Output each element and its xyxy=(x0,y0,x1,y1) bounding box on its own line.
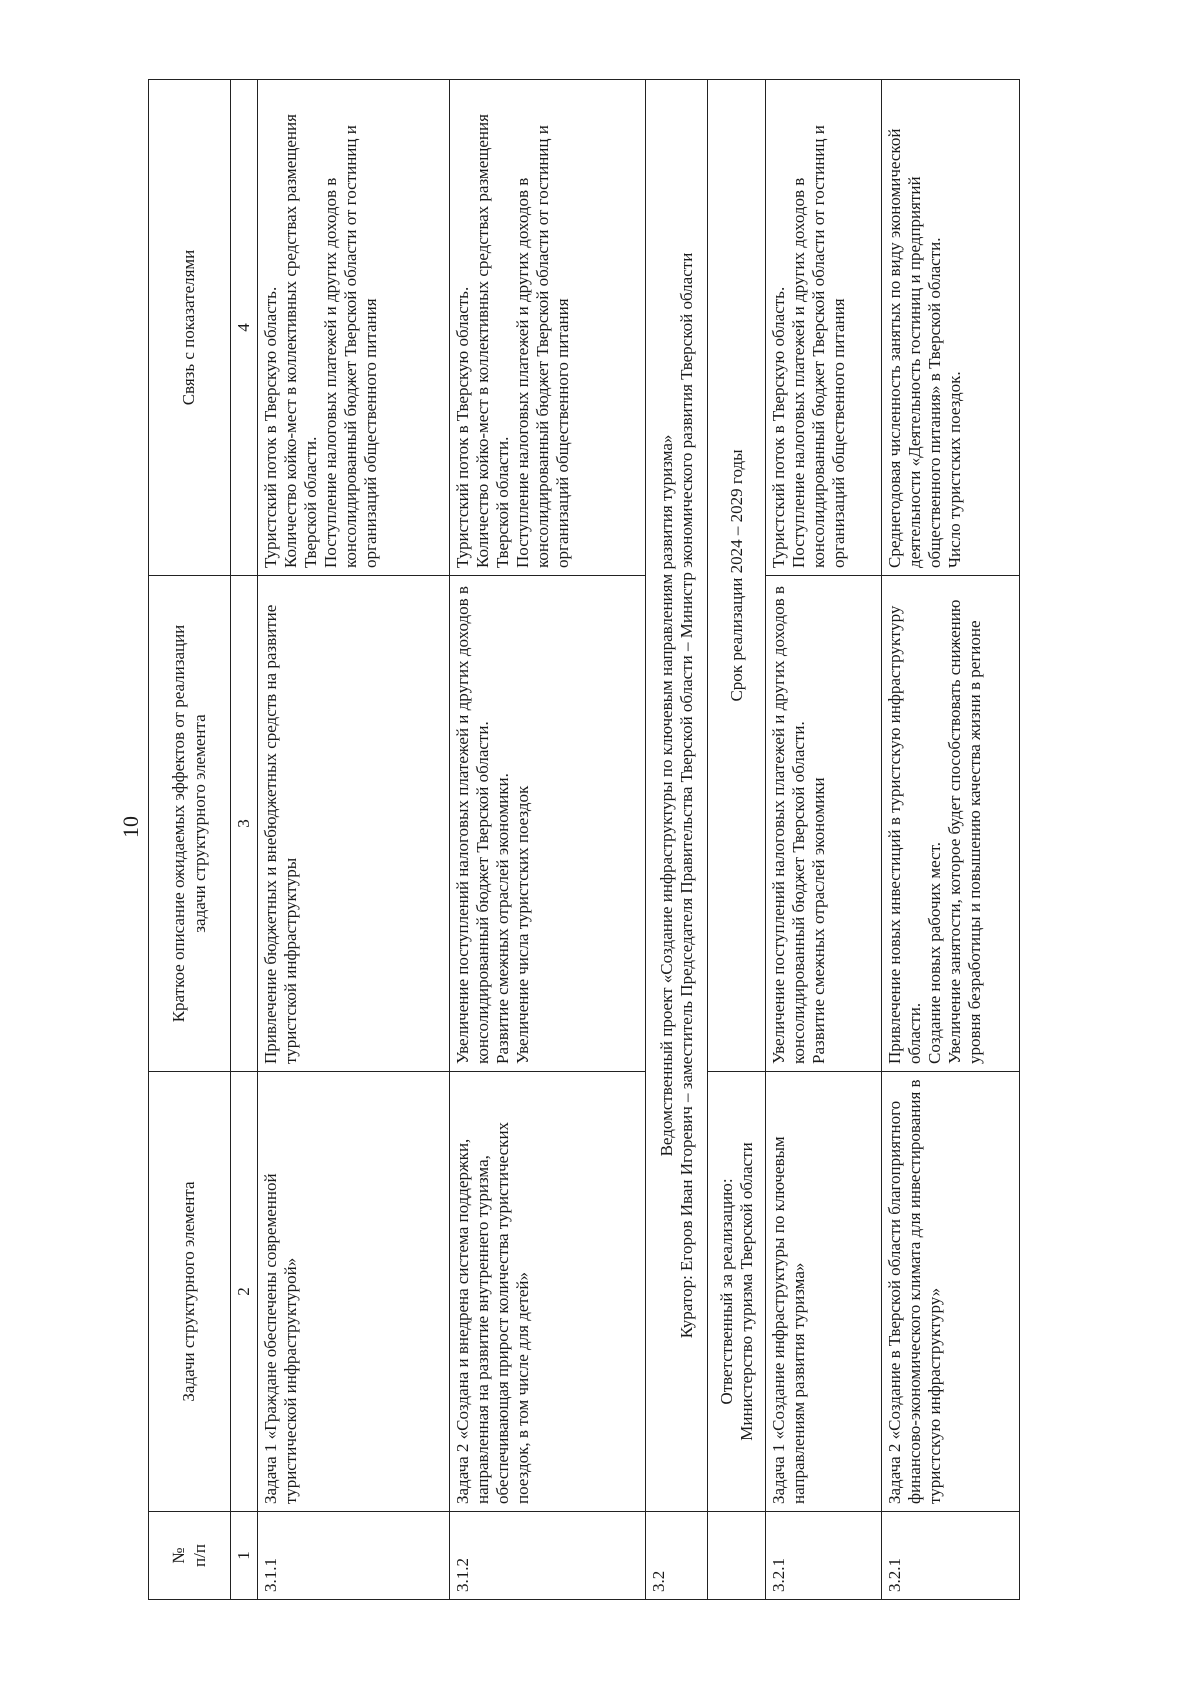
effect-line: Создание новых рабочих мест. xyxy=(925,841,945,1064)
effect-line: Увеличение поступлений налоговых платежей и других доходов в консолидированный бюджет Тверской области. xyxy=(769,586,809,1064)
effect-line: Увеличение поступлений налоговых платежей и других доходов в консолидированный бюджет Тверской области. xyxy=(453,586,493,1064)
indicator-line: Количество койко-мест в коллективных средствах размещения Тверской области. xyxy=(281,114,321,568)
responsible-cell xyxy=(708,1072,766,1512)
task-cell: Задача 1 «Граждане обеспечены современной туристической инфраструктурой» xyxy=(258,1072,450,1512)
col-number-4: 4 xyxy=(231,80,258,576)
row-number: 3.1.1 xyxy=(258,1512,450,1600)
project-title-cell xyxy=(646,80,708,1512)
header-no-line1: № xyxy=(169,1547,189,1564)
effect-line: Развитие смежных отраслей экономики. xyxy=(493,773,513,1064)
row-number: 3.2.1 xyxy=(766,1512,882,1600)
column-numbers-row xyxy=(231,80,258,1600)
table-row xyxy=(766,80,882,1600)
header-tasks: Задачи структурного элемента xyxy=(149,1072,231,1512)
empty-number-cell xyxy=(708,1512,766,1600)
indicator-line: Поступление налоговых платежей и других доходов в консолидированный бюджет Тверской области от гостиниц и организаций общественного питания xyxy=(789,125,849,568)
row-number: 3.1.2 xyxy=(450,1512,646,1600)
header-effects-line1: Краткое описание ожидаемых эффектов от реализации xyxy=(169,624,189,1023)
indicator-line: Туристский поток в Тверскую область. xyxy=(453,286,473,568)
table-header-row xyxy=(149,80,231,1600)
header-no-line2: п/п xyxy=(189,1544,209,1567)
task-cell: Задача 2 «Создание в Тверской области благоприятного финансово-экономического климата для инвестирования в туристскую инфраструктуру» xyxy=(882,1072,1020,1512)
structural-tasks-table xyxy=(148,79,1020,1600)
effects-cell xyxy=(882,576,1020,1072)
table-row xyxy=(882,80,1020,1600)
effects-cell xyxy=(450,576,646,1072)
table-row xyxy=(450,80,646,1600)
period-cell: Срок реализации 2024 – 2029 годы xyxy=(708,80,766,1072)
responsible-label: Ответственный за реализацию: xyxy=(716,1178,736,1405)
indicator-line: Поступление налоговых платежей и других доходов в консолидированный бюджет Тверской области от гостиниц и организаций общественного питания xyxy=(321,125,381,568)
task-cell: Задача 1 «Создание инфраструктуры по ключевым направлениям развития туризма» xyxy=(766,1072,882,1512)
project-title-row xyxy=(646,80,708,1600)
effect-line: Увеличение занятости, которое будет способствовать снижению уровня безработицы и повышению качества жизни в регионе xyxy=(945,599,985,1064)
row-number: 3.2.1 xyxy=(882,1512,1020,1600)
indicators-cell xyxy=(450,80,646,576)
indicator-line: Туристский поток в Тверскую область. xyxy=(769,286,789,568)
effect-line: Развитие смежных отраслей экономики xyxy=(809,777,829,1064)
project-responsible-row xyxy=(708,80,766,1600)
effects-cell xyxy=(258,576,450,1072)
project-curator: Куратор: Егоров Иван Игоревич – заместитель Председателя Правительства Тверской области – Министр экономического развития Тверской области xyxy=(676,252,696,1339)
task-cell: Задача 2 «Создана и внедрена система поддержки, направленная на развитие внутреннего туризма, обеспечивающая прирост количества туристических поездок, в том числе для детей» xyxy=(450,1072,646,1512)
indicator-line: Поступление налоговых платежей и других доходов в консолидированный бюджет Тверской области от гостиниц и организаций общественного питания xyxy=(513,125,573,568)
indicator-line: Количество койко-мест в коллективных средствах размещения Тверской области. xyxy=(473,114,513,568)
header-no xyxy=(149,1512,231,1600)
effect-line: Привлечение бюджетных и внебюджетных средств на развитие туристской инфраструктуры xyxy=(261,604,301,1064)
indicators-cell xyxy=(766,80,882,576)
indicator-line: Среднегодовая численность занятых по виду экономической деятельности «Деятельность гостиниц и предприятий общественного питания» в Тверской области. xyxy=(885,128,945,568)
col-number-3: 3 xyxy=(231,576,258,1072)
table-row xyxy=(258,80,450,1600)
project-title: Ведомственный проект «Создание инфраструктуры по ключевым направлениям развития туризма» xyxy=(656,434,676,1157)
page-number: 10 xyxy=(118,816,143,838)
col-number-2: 2 xyxy=(231,1072,258,1512)
effects-cell xyxy=(766,576,882,1072)
effect-line: Привлечение новых инвестиций в туристскую инфраструктуру области. xyxy=(885,605,925,1064)
col-number-1: 1 xyxy=(231,1512,258,1600)
header-effects-line2: задачи структурного элемента xyxy=(189,714,209,933)
indicators-cell xyxy=(258,80,450,576)
indicator-line: Число туристских поездок. xyxy=(945,371,965,568)
rotated-table-container xyxy=(148,80,1200,1600)
effect-line: Увеличение числа туристских поездок xyxy=(513,785,533,1064)
project-number: 3.2 xyxy=(646,1512,708,1600)
responsible-value: Министерство туризма Тверской области xyxy=(736,1142,756,1441)
header-indicators: Связь с показателями xyxy=(149,80,231,576)
indicators-cell xyxy=(882,80,1020,576)
indicator-line: Туристский поток в Тверскую область. xyxy=(261,286,281,568)
header-effects xyxy=(149,576,231,1072)
